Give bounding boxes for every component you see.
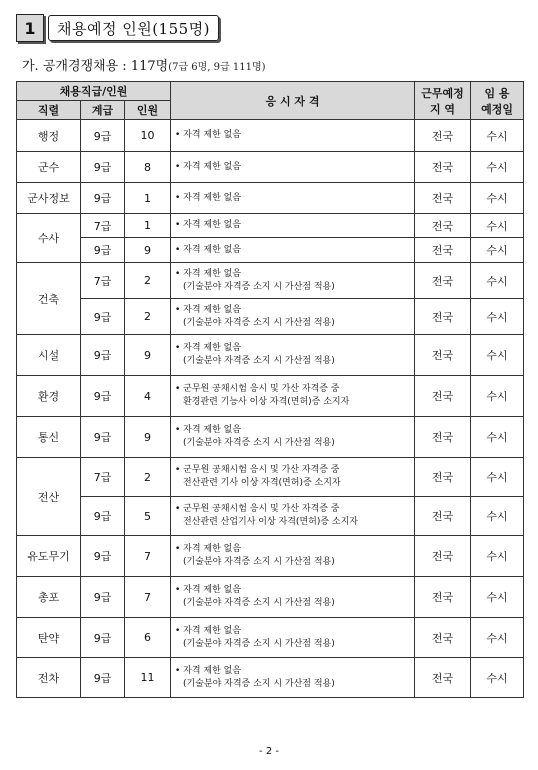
appointment-date-cell: 수시 — [471, 417, 524, 458]
appointment-date-cell: 수시 — [471, 335, 524, 376]
section-title: 채용예정 인원(155명) — [48, 15, 219, 41]
grade-cell: 9급 — [81, 577, 125, 618]
job-series-cell: 전산 — [17, 458, 81, 536]
appointment-date-cell: 수시 — [471, 577, 524, 618]
grade-cell: 9급 — [81, 618, 125, 658]
grade-cell: 7급 — [81, 458, 125, 497]
appointment-date-cell: 수시 — [471, 497, 524, 536]
qualification-note: (기술분야 자격증 소지 시 가산점 적용) — [183, 438, 335, 448]
qualification-line: • 자격 제한 없음 — [175, 304, 242, 315]
qualification-line: • 자격 제한 없음 — [175, 544, 242, 554]
qualification-cell — [171, 120, 415, 152]
qualification-line: • 군무원 공채시험 응시 및 가산 자격증 중 — [175, 465, 340, 475]
grade-cell: 9급 — [81, 536, 125, 577]
qualification-line: • 자격 제한 없음 — [175, 161, 242, 172]
grade-cell: 9급 — [81, 376, 125, 417]
job-series-cell: 환경 — [17, 376, 81, 417]
qualification-cell — [171, 536, 415, 577]
qualification-note: 전산관련 기사 이상 자격(면허)증 소지자 — [183, 478, 341, 488]
table-row — [17, 376, 524, 417]
job-series-cell: 전차 — [17, 658, 81, 698]
table-row — [17, 458, 524, 497]
qualification-cell — [171, 214, 415, 238]
recruitment-table — [16, 81, 524, 698]
appointment-date-cell: 수시 — [471, 618, 524, 658]
work-region-cell: 전국 — [415, 497, 471, 536]
qualification-note: (기술분야 자격증 소지 시 가산점 적용) — [183, 557, 335, 567]
qualification-note: 환경관련 기능사 이상 자격(면허)증 소지자 — [183, 397, 350, 407]
qualification-cell — [171, 238, 415, 263]
work-region-cell: 전국 — [415, 417, 471, 458]
grade-cell: 7급 — [81, 214, 125, 238]
table-row — [17, 335, 524, 376]
qualification-line: • 군무원 공채시험 응시 및 가산 자격증 중 — [175, 384, 340, 394]
appointment-date-cell: 수시 — [471, 120, 524, 152]
qualification-cell — [171, 497, 415, 536]
headcount-cell: 4 — [125, 376, 171, 417]
appointment-date-cell: 수시 — [471, 214, 524, 238]
headcount-cell: 9 — [125, 238, 171, 263]
qualification-cell — [171, 417, 415, 458]
qualification-note: (기술분야 자격증 소지 시 가산점 적용) — [183, 638, 335, 649]
headcount-cell: 6 — [125, 618, 171, 658]
section-heading — [16, 14, 219, 42]
table-row — [17, 238, 524, 263]
appointment-date-cell: 수시 — [471, 458, 524, 497]
job-series-cell: 유도무기 — [17, 536, 81, 577]
grade-cell: 9급 — [81, 658, 125, 698]
appointment-date-cell: 수시 — [471, 536, 524, 577]
recruitment-summary-detail: (7급 6명, 9급 111명) — [168, 62, 266, 73]
work-region-cell: 전국 — [415, 618, 471, 658]
qualification-cell — [171, 458, 415, 497]
headcount-cell: 9 — [125, 417, 171, 458]
work-region-cell: 전국 — [415, 536, 471, 577]
page-number: - 2 - — [259, 746, 279, 757]
job-series-cell: 수사 — [17, 214, 81, 263]
headcount-cell: 11 — [125, 658, 171, 698]
job-series-cell: 총포 — [17, 577, 81, 618]
qualification-note: 전산관련 산업기사 이상 자격(면허)증 소지자 — [183, 517, 358, 527]
header-grade: 계급 — [81, 101, 125, 120]
table-row — [17, 497, 524, 536]
job-series-cell: 군수 — [17, 152, 81, 183]
work-region-cell: 전국 — [415, 120, 471, 152]
table-row — [17, 214, 524, 238]
work-region-cell: 전국 — [415, 458, 471, 497]
work-region-cell: 전국 — [415, 577, 471, 618]
header-work-region — [415, 82, 471, 120]
headcount-cell: 10 — [125, 120, 171, 152]
qualification-line: • 자격 제한 없음 — [175, 343, 242, 353]
headcount-cell: 8 — [125, 152, 171, 183]
table-row — [17, 152, 524, 183]
appointment-date-cell: 수시 — [471, 376, 524, 417]
qualification-line: • 군무원 공채시험 응시 및 가산 자격증 중 — [175, 504, 340, 514]
work-region-cell: 전국 — [415, 152, 471, 183]
header-appointment-date — [471, 82, 524, 120]
table-row — [17, 417, 524, 458]
headcount-cell: 9 — [125, 335, 171, 376]
table-row — [17, 263, 524, 299]
appointment-date-cell: 수시 — [471, 263, 524, 299]
qualification-line: • 자격 제한 없음 — [175, 625, 242, 636]
grade-cell: 9급 — [81, 120, 125, 152]
qualification-line: • 자격 제한 없음 — [175, 665, 242, 676]
headcount-cell: 7 — [125, 577, 171, 618]
table-row — [17, 183, 524, 214]
qualification-cell — [171, 577, 415, 618]
appointment-date-cell: 수시 — [471, 299, 524, 335]
headcount-cell: 7 — [125, 536, 171, 577]
qualification-cell — [171, 376, 415, 417]
work-region-cell: 전국 — [415, 238, 471, 263]
grade-cell: 9급 — [81, 299, 125, 335]
headcount-cell: 1 — [125, 214, 171, 238]
work-region-cell: 전국 — [415, 335, 471, 376]
grade-cell: 7급 — [81, 263, 125, 299]
qualification-line: • 자격 제한 없음 — [175, 130, 242, 140]
section-number: 1 — [16, 14, 44, 42]
work-region-cell: 전국 — [415, 183, 471, 214]
work-region-cell: 전국 — [415, 299, 471, 335]
qualification-line: • 자격 제한 없음 — [175, 425, 242, 435]
qualification-cell — [171, 152, 415, 183]
header-appointment-date-line2: 예정일 — [481, 102, 513, 116]
header-work-region-line1: 근무예정 — [421, 86, 464, 100]
qualification-note: (기술분야 자격증 소지 시 가산점 적용) — [183, 317, 335, 328]
qualification-note: (기술분야 자격증 소지 시 가산점 적용) — [183, 678, 335, 689]
appointment-date-cell: 수시 — [471, 152, 524, 183]
qualification-cell — [171, 658, 415, 698]
qualification-cell — [171, 183, 415, 214]
grade-cell: 9급 — [81, 335, 125, 376]
grade-cell: 9급 — [81, 152, 125, 183]
appointment-date-cell: 수시 — [471, 238, 524, 263]
qualification-cell — [171, 618, 415, 658]
recruitment-summary — [22, 55, 266, 74]
table-row — [17, 618, 524, 658]
qualification-line: • 자격 제한 없음 — [175, 192, 242, 203]
job-series-cell: 행정 — [17, 120, 81, 152]
headcount-cell: 2 — [125, 458, 171, 497]
header-position-group: 채용직급/인원 — [17, 82, 171, 101]
grade-cell: 9급 — [81, 417, 125, 458]
header-job-series: 직렬 — [17, 101, 81, 120]
recruitment-summary-main: 가. 공개경쟁채용 : 117명 — [22, 59, 169, 74]
qualification-line: • 자격 제한 없음 — [175, 268, 242, 279]
job-series-cell: 건축 — [17, 263, 81, 335]
qualification-cell — [171, 299, 415, 335]
table-row — [17, 120, 524, 152]
work-region-cell: 전국 — [415, 376, 471, 417]
table-row — [17, 536, 524, 577]
qualification-cell — [171, 335, 415, 376]
qualification-line: • 자격 제한 없음 — [175, 220, 242, 230]
job-series-cell: 군사정보 — [17, 183, 81, 214]
qualification-note: (기술분야 자격증 소지 시 가산점 적용) — [183, 598, 335, 608]
work-region-cell: 전국 — [415, 214, 471, 238]
qualification-cell — [171, 263, 415, 299]
grade-cell: 9급 — [81, 497, 125, 536]
grade-cell: 9급 — [81, 238, 125, 263]
header-appointment-date-line1: 임 용 — [484, 86, 510, 100]
header-headcount: 인원 — [125, 101, 171, 120]
qualification-line: • 자격 제한 없음 — [175, 585, 242, 595]
header-qualification: 응 시 자 격 — [171, 82, 415, 120]
job-series-cell: 통신 — [17, 417, 81, 458]
work-region-cell: 전국 — [415, 263, 471, 299]
job-series-cell: 탄약 — [17, 618, 81, 658]
appointment-date-cell: 수시 — [471, 183, 524, 214]
appointment-date-cell: 수시 — [471, 658, 524, 698]
table-row — [17, 577, 524, 618]
header-work-region-line2: 지 역 — [429, 102, 456, 116]
headcount-cell: 2 — [125, 299, 171, 335]
qualification-note: (기술분야 자격증 소지 시 가산점 적용) — [183, 356, 335, 366]
job-series-cell: 시설 — [17, 335, 81, 376]
work-region-cell: 전국 — [415, 658, 471, 698]
headcount-cell: 1 — [125, 183, 171, 214]
headcount-cell: 2 — [125, 263, 171, 299]
headcount-cell: 5 — [125, 497, 171, 536]
table-row — [17, 658, 524, 698]
qualification-note: (기술분야 자격증 소지 시 가산점 적용) — [183, 281, 335, 292]
grade-cell: 9급 — [81, 183, 125, 214]
qualification-line: • 자격 제한 없음 — [175, 244, 242, 255]
table-row — [17, 299, 524, 335]
